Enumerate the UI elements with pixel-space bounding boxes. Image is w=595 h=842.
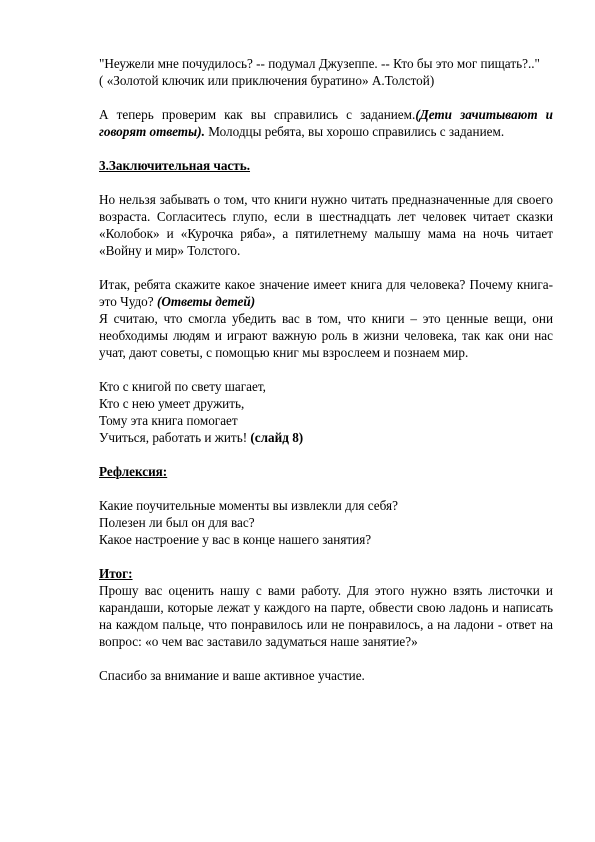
- reflection-question: Какие поучительные моменты вы извлекли для себя?: [99, 498, 398, 513]
- question-paragraph: [99, 276, 553, 310]
- thanks-line: Спасибо за внимание и ваше активное участие.: [99, 668, 365, 683]
- poem-line: Тому эта книга помогает: [99, 413, 238, 428]
- poem-line-text: Учиться, работать и жить!: [99, 430, 251, 445]
- quote-source: ( «Золотой ключик или приключения буратино» А.Толстой): [99, 73, 435, 88]
- summary-paragraph: Прошу вас оценить нашу с вами работу. Для этого нужно взять листочки и карандаши, которые лежат у каждого на парте, обвести свою ладонь и написать на каждом пальце, что понравилось или не понравилось, а на ладони - ответ на вопрос: «о чем вас заставило задуматься наше занятие?»: [99, 583, 553, 649]
- reflection-question: Полезен ли был он для вас?: [99, 515, 255, 530]
- quote-paragraph: [99, 55, 553, 89]
- poem: [99, 378, 553, 446]
- question-lead: Итак, ребята скажите какое значение имеет книга для человека? Почему книга-это Чудо?: [99, 277, 553, 309]
- document-page: [99, 55, 553, 684]
- quote-text: "Неужели мне почудилось? -- подумал Джузеппе. -- Кто бы это мог пищать?..": [99, 56, 540, 71]
- question-italic: (Ответы детей): [156, 294, 256, 309]
- conclusion-paragraph: Я считаю, что смогла убедить вас в том, что книги – это ценные вещи, они необходимы людям и играют важную роль в жизни человека, так как они нас учат, дают советы, с помощью книг мы взрослеем и познаем мир.: [99, 311, 553, 360]
- age-note-paragraph: Но нельзя забывать о том, что книги нужно читать предназначенные для своего возраста. Согласитесь глупо, если в шестнадцать лет человек читает сказки «Колобок» и «Курочка ряба», а пятилетнему малышу мама на ночь читает «Войну и мир» Толстого.: [99, 192, 553, 258]
- check-tail: Молодцы ребята, вы хорошо справились с заданием.: [204, 124, 505, 139]
- check-paragraph: [99, 106, 553, 140]
- reflection-questions: [99, 497, 553, 548]
- section3-heading: 3.Заключительная часть.: [99, 158, 251, 173]
- reflection-heading: Рефлексия:: [99, 464, 168, 479]
- poem-line: Кто с нею умеет дружить,: [99, 396, 245, 411]
- check-italic: (Дети зачитывают и говорят ответы).: [99, 107, 554, 139]
- poem-line: Кто с книгой по свету шагает,: [99, 379, 266, 394]
- summary-heading: Итог:: [99, 566, 133, 581]
- reflection-question: Какое настроение у вас в конце нашего занятия?: [99, 532, 372, 547]
- check-lead: А теперь проверим как вы справились с заданием.: [99, 107, 416, 122]
- poem-slide-ref: (слайд 8): [250, 430, 304, 445]
- poem-line-last: [99, 429, 553, 446]
